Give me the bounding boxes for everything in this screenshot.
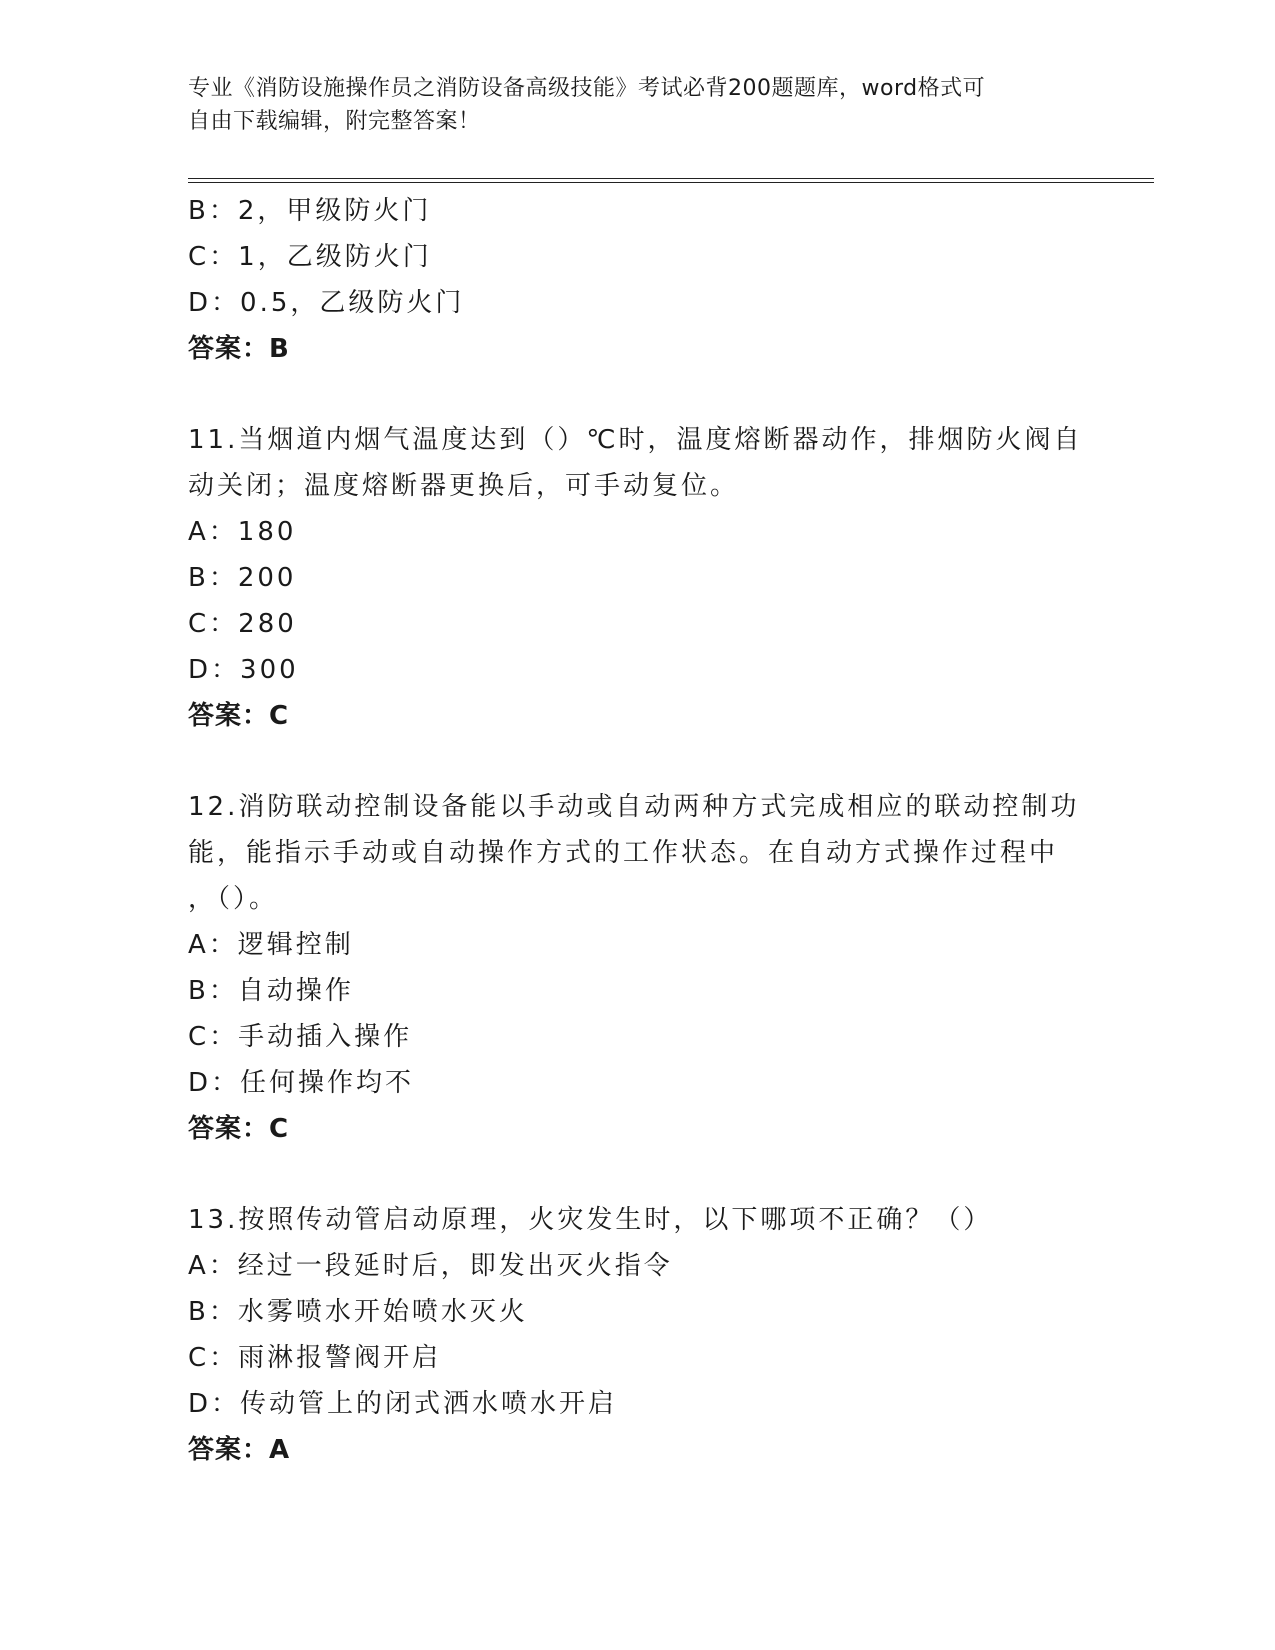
question-line: ，（）。 xyxy=(188,884,279,914)
option-c: C：雨淋报警阀开启 xyxy=(188,1343,442,1373)
question-block-11 xyxy=(188,417,1088,739)
option-c: C：手动插入操作 xyxy=(188,1022,413,1052)
question-line: 11.当烟道内烟气温度达到（）℃时，温度熔断器动作，排烟防火阀自 xyxy=(188,425,1083,455)
page-header xyxy=(188,72,1068,138)
question-text xyxy=(188,1197,1088,1243)
answer-line: 答案：C xyxy=(188,1114,290,1144)
question-list xyxy=(188,188,1088,1473)
question-text xyxy=(188,417,1088,509)
option-d: D：300 xyxy=(188,655,299,685)
header-divider xyxy=(188,178,1154,183)
question-text xyxy=(188,784,1088,922)
option-a: A：经过一段延时后，即发出灭火指令 xyxy=(188,1251,673,1281)
option-b: B：2，甲级防火门 xyxy=(188,196,432,226)
question-line: 12.消防联动控制设备能以手动或自动两种方式完成相应的联动控制功 xyxy=(188,792,1080,822)
question-block-12 xyxy=(188,784,1088,1152)
question-block-13 xyxy=(188,1197,1088,1473)
answer-line: 答案：C xyxy=(188,701,290,731)
option-d: D：任何操作均不 xyxy=(188,1068,415,1098)
answer-line: 答案：A xyxy=(188,1435,291,1465)
option-b: B：200 xyxy=(188,563,297,593)
question-line: 能，能指示手动或自动操作方式的工作状态。在自动方式操作过程中 xyxy=(188,838,1059,868)
question-line: 13.按照传动管启动原理，火灾发生时，以下哪项不正确？（） xyxy=(188,1205,993,1235)
question-block-partial xyxy=(188,188,1088,372)
option-d: D：0.5，乙级防火门 xyxy=(188,288,465,318)
header-line-2: 自由下载编辑，附完整答案！ xyxy=(188,109,481,134)
header-line-1: 专业《消防设施操作员之消防设备高级技能》考试必背200题题库，word格式可 xyxy=(188,76,986,101)
option-c: C：1，乙级防火门 xyxy=(188,242,432,272)
option-b: B：水雾喷水开始喷水灭火 xyxy=(188,1297,528,1327)
option-a: A：逻辑控制 xyxy=(188,930,354,960)
option-c: C：280 xyxy=(188,609,297,639)
option-b: B：自动操作 xyxy=(188,976,354,1006)
question-line: 动关闭；温度熔断器更换后，可手动复位。 xyxy=(188,471,740,501)
answer-line: 答案：B xyxy=(188,334,290,364)
option-a: A：180 xyxy=(188,517,297,547)
option-d: D：传动管上的闭式洒水喷水开启 xyxy=(188,1389,618,1419)
